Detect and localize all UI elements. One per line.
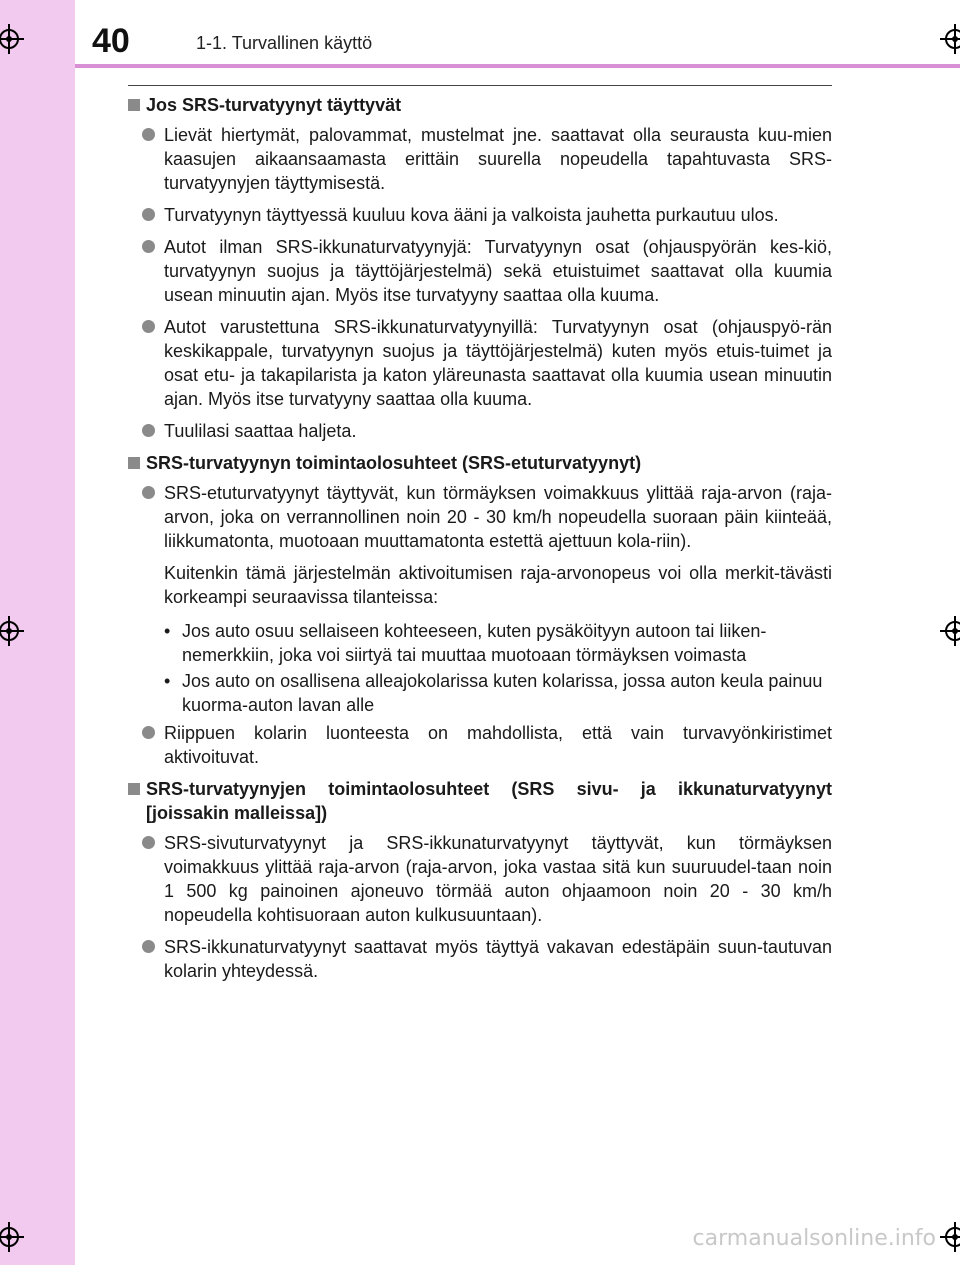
content: [128, 93, 832, 991]
registration-mark-icon: [0, 1222, 24, 1252]
circle-bullet-icon: [142, 726, 155, 739]
circle-bullet-icon: [142, 320, 155, 333]
watermark: carmanualsonline.info: [692, 1226, 936, 1251]
circle-bullet-icon: [142, 940, 155, 953]
list-item: SRS-sivuturvatyynyt ja SRS-ikkunaturvatyynyt täyttyvät, kun törmäyksen voimakkuus ylittää raja-arvon (raja-arvon, joka vastaa sitä kun suuruudel-taan noin 1 500 kg painoinen ajoneuvo törmää auton ohjaamoon noin 20 - 30 km/h nopeudella kohtisuoraan auton kulkusuuntaan).: [128, 831, 832, 927]
list-item: Riippuen kolarin luonteesta on mahdollista, että vain turvavyönkiristimet aktivoituvat.: [128, 721, 832, 769]
registration-mark-icon: [940, 616, 960, 646]
list-item: SRS-etuturvatyynyt täyttyvät, kun törmäyksen voimakkuus ylittää raja-arvon (raja-arvon, joka on verrannollinen noin 20 - 30 km/h nopeudella suoraan päin kiinteää, liikkumatonta, muotoaan muuttamatonta estettä ajettuun kola-riin).: [128, 481, 832, 553]
header-bar: [75, 64, 960, 68]
list-item: Autot ilman SRS-ikkunaturvatyynyjä: Turvatyynyn osat (ohjauspyörän kes-kiö, turvatyynyn suojus ja täyttöjärjestelmä) sekä etuistuimet saattavat olla kuumia usean minuutin ajan. Myös itse turvatyyny saattaa olla kuuma.: [128, 235, 832, 307]
section-heading: SRS-turvatyynyn toimintaolosuhteet (SRS-etuturvatyynyt): [128, 451, 832, 475]
section-title: 1-1. Turvallinen käyttö: [196, 33, 373, 53]
registration-mark-icon: [940, 24, 960, 54]
list-item: Tuulilasi saattaa haljeta.: [128, 419, 832, 443]
circle-bullet-icon: [142, 240, 155, 253]
square-bullet-icon: [128, 99, 140, 111]
circle-bullet-icon: [142, 208, 155, 221]
list-item: SRS-ikkunaturvatyynyt saattavat myös täyttyä vakavan edestäpäin suun-tautuvan kolarin yhteydessä.: [128, 935, 832, 983]
circle-bullet-icon: [142, 836, 155, 849]
sub-list-item: • Jos auto osuu sellaiseen kohteeseen, kuten pysäköityyn autoon tai liiken-nemerkkiin, joka voi siirtyä tai muuttaa muotoaan törmäyksen voimasta: [164, 621, 767, 665]
sub-list-item: • Jos auto on osallisena alleajokolarissa kuten kolarissa, jossa auton keula painuu kuorma-auton lavan alle: [164, 671, 823, 715]
divider: [128, 85, 832, 86]
paragraph: Kuitenkin tämä järjestelmän aktivoitumisen raja-arvonopeus voi olla merkit-tävästi korkeampi seuraavissa tilanteissa:: [164, 563, 832, 607]
square-bullet-icon: [128, 783, 140, 795]
registration-mark-icon: [940, 1222, 960, 1252]
registration-mark-icon: [0, 616, 24, 646]
list-item: Turvatyynyn täyttyessä kuuluu kova ääni ja valkoista jauhetta purkautuu ulos.: [128, 203, 832, 227]
square-bullet-icon: [128, 457, 140, 469]
page-number: 40: [92, 22, 130, 60]
registration-mark-icon: [0, 24, 24, 54]
circle-bullet-icon: [142, 486, 155, 499]
circle-bullet-icon: [142, 424, 155, 437]
section-heading: Jos SRS-turvatyynyt täyttyvät: [128, 93, 832, 117]
list-item: Lievät hiertymät, palovammat, mustelmat jne. saattavat olla seurausta kuu-mien kaasujen aikaansaamasta erittäin suurella nopeudella tapahtuvasta SRS-turvatyynyjen täyttymisestä.: [128, 123, 832, 195]
list-item: Autot varustettuna SRS-ikkunaturvatyynyillä: Turvatyynyn osat (ohjauspyö-rän keskikappale, turvatyynyn suojus ja täyttöjärjestelmä) kuten myös etuis-tuimet ja osat etu- ja takapilarista ja katon yläreunasta saattavat olla kuumia usean minuutin ajan. Myös itse turvatyyny saattaa olla kuuma.: [128, 315, 832, 411]
circle-bullet-icon: [142, 128, 155, 141]
section-heading: SRS-turvatyynyjen toimintaolosuhteet (SRS sivu- ja ikkunaturvatyynyt [joissakin malleissa]): [128, 777, 832, 825]
